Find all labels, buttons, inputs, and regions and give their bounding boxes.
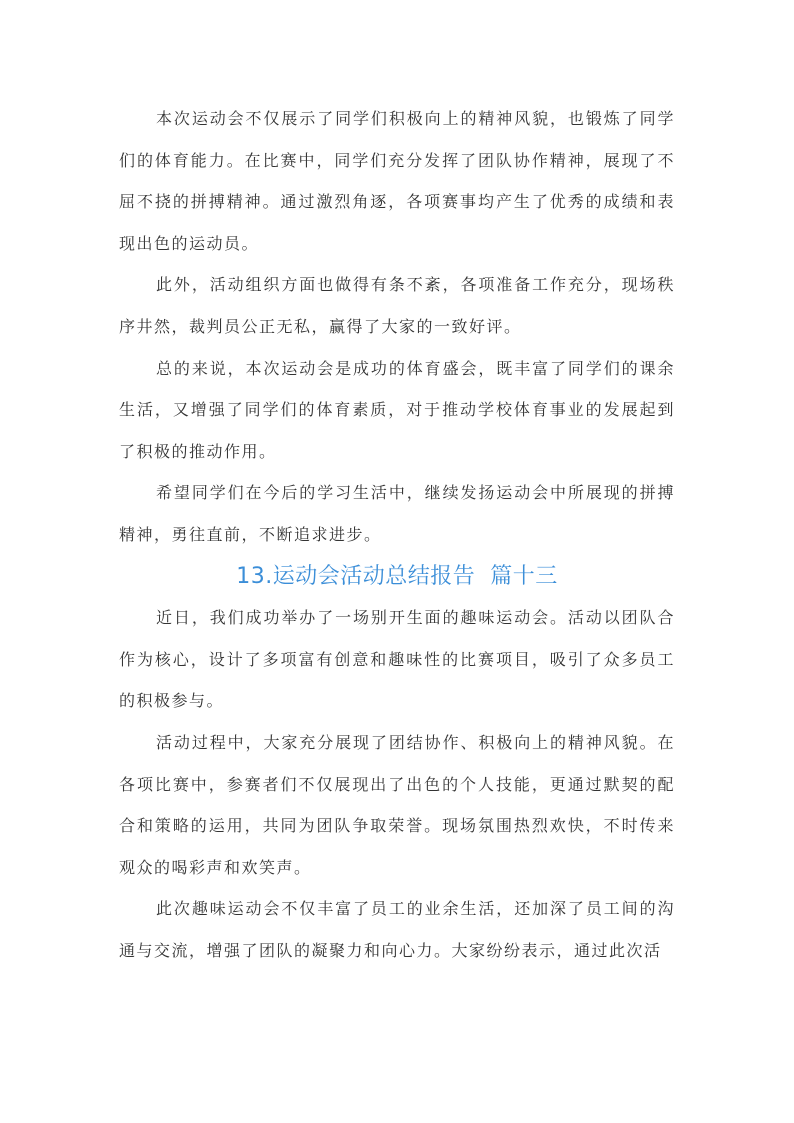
paragraph-benefits: 此次趣味运动会不仅丰富了员工的业余生活，还加深了员工间的沟通与交流，增强了团队的凝聚力和向心力。大家纷纷表示，通过此次活 — [119, 899, 675, 960]
paragraph-conclusion: 总的来说，本次运动会是成功的体育盛会，既丰富了同学们的课余生活，又增强了同学们的体育素质，对于推动学校体育事业的发展起到了积极的推动作用。 — [119, 358, 675, 461]
paragraph-organization: 此外，活动组织方面也做得有条不紊，各项准备工作充分，现场秩序井然，裁判员公正无私，赢得了大家的一致好评。 — [119, 275, 675, 336]
paragraph-sports-meet-summary: 本次运动会不仅展示了同学们积极向上的精神风貌，也锻炼了同学们的体育能力。在比赛中，同学们充分发挥了团队协作精神，展现了不屈不挠的拼搏精神。通过激烈角逐，各项赛事均产生了优秀的成绩和表现出色的运动员。 — [119, 109, 675, 253]
paragraph-activity-process: 活动过程中，大家充分展现了团结协作、积极向上的精神风貌。在各项比赛中，参赛者们不仅展现出了出色的个人技能，更通过默契的配合和策略的运用，共同为团队争取荣誉。现场氛围热烈欢快，不时传来观众的喝彩声和欢笑声。 — [119, 732, 675, 877]
document-page — [119, 98, 675, 971]
section-heading: 13.运动会活动总结报告 篇十三 — [236, 563, 558, 589]
paragraph-hope: 希望同学们在今后的学习生活中，继续发扬运动会中所展现的拼搏精神，勇往直前，不断追求进步。 — [119, 483, 675, 544]
paragraph-fun-sports-intro: 近日，我们成功举办了一场别开生面的趣味运动会。活动以团队合作为核心，设计了多项富有创意和趣味性的比赛项目，吸引了众多员工的积极参与。 — [119, 608, 675, 711]
